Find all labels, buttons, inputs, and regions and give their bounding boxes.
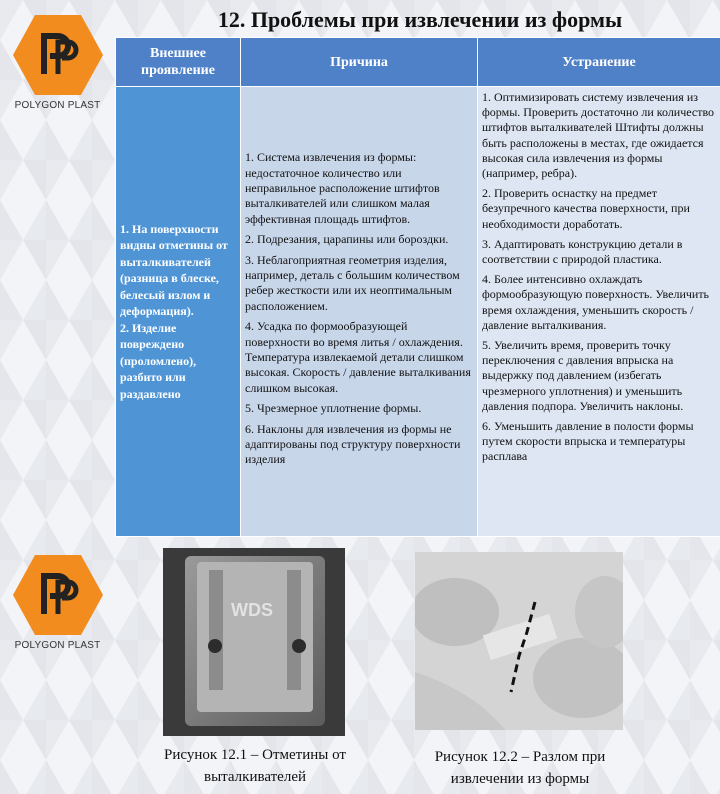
company-logo-bottom	[0, 552, 115, 651]
hexagon-logo-icon	[12, 12, 104, 98]
cause-item: 2. Подрезания, царапины или бороздки.	[245, 232, 449, 247]
cause-item: 4. Усадка по формообразующей поверхности во время литья / охлаждения. Температура извлекаемой детали слишком высокая. Скорость / давление выталкивания слишком высокая.	[245, 319, 471, 395]
symptom-cell	[116, 87, 241, 537]
symptom-text: 2. Изделие повреждено (проломлено), разбито или раздавлено	[120, 320, 197, 401]
solution-item: 6. Уменьшить давление в полости формы путем скорости впрыска и температуры расплава	[482, 419, 694, 464]
company-logo-top	[0, 12, 115, 111]
breakage-photo	[415, 552, 623, 730]
table-header-row	[116, 38, 720, 87]
header-symptom: Внешнее проявление	[116, 38, 241, 87]
figure-caption-2: Рисунок 12.2 – Разлом при извлечении из формы	[434, 749, 606, 787]
ejector-marks-photo	[163, 548, 345, 736]
solution-item: 2. Проверить оснастку на предмет безупречного качества поверхности, при необходимости доработать.	[482, 186, 690, 231]
solution-item: 4. Более интенсивно охлаждать формообразующую поверхность. Увеличить время охлаждения, уменьшить скорость / давление выталкивания.	[482, 272, 710, 332]
table-row	[116, 87, 720, 537]
solution-item: 5. Увеличить время, проверить точку переключения с давления впрыска на выдержку под давлением (избегать чрезмерного уплотнения) и уменьшить давления подпора. Увеличить наклоны.	[482, 338, 684, 413]
solution-item: 3. Адаптировать конструкцию детали в соответствии с природой пластика.	[482, 236, 683, 267]
logo-text: POLYGON PLAST	[14, 100, 101, 111]
cause-item: 6. Наклоны для извлечения из формы не адаптированы под структуру поверхности изделия	[245, 421, 461, 467]
cause-item: 3. Неблагоприятная геометрия изделия, например, деталь с большим количеством ребер жесткости или их неоптимальным расположением.	[245, 252, 460, 313]
cause-item: 1. Система извлечения из формы: недостаточное количество или неправильное расположение штифтов выталкивателей или слишком малая эффективная площадь штифтов.	[245, 150, 440, 226]
page-title: 12. Проблемы при извлечении из формы	[217, 7, 623, 32]
solution-item: 1. Оптимизировать систему извлечения из формы. Проверить достаточно ли количество штифтов выталкивателей Штифты должны быть расположены в местах, где ожидается высокая сила извлечения из формы (например, ребра).	[482, 90, 715, 181]
header-solution: Устранение	[478, 38, 720, 87]
cause-item: 5. Чрезмерное уплотнение формы.	[245, 401, 422, 416]
wds-mark: WDS	[231, 600, 273, 620]
hexagon-logo-icon	[12, 552, 104, 638]
problems-table	[115, 37, 720, 537]
logo-text: POLYGON PLAST	[14, 640, 101, 651]
header-cause: Причина	[241, 38, 478, 87]
solutions-cell	[478, 87, 720, 537]
figure-caption-1: Рисунок 12.1 – Отметины от выталкивателей	[164, 747, 346, 785]
symptom-text: 1. На поверхности видны отметины от выталкивателей (разница в блеске, белесый излом и деформация).	[120, 221, 228, 319]
causes-cell	[241, 87, 478, 537]
